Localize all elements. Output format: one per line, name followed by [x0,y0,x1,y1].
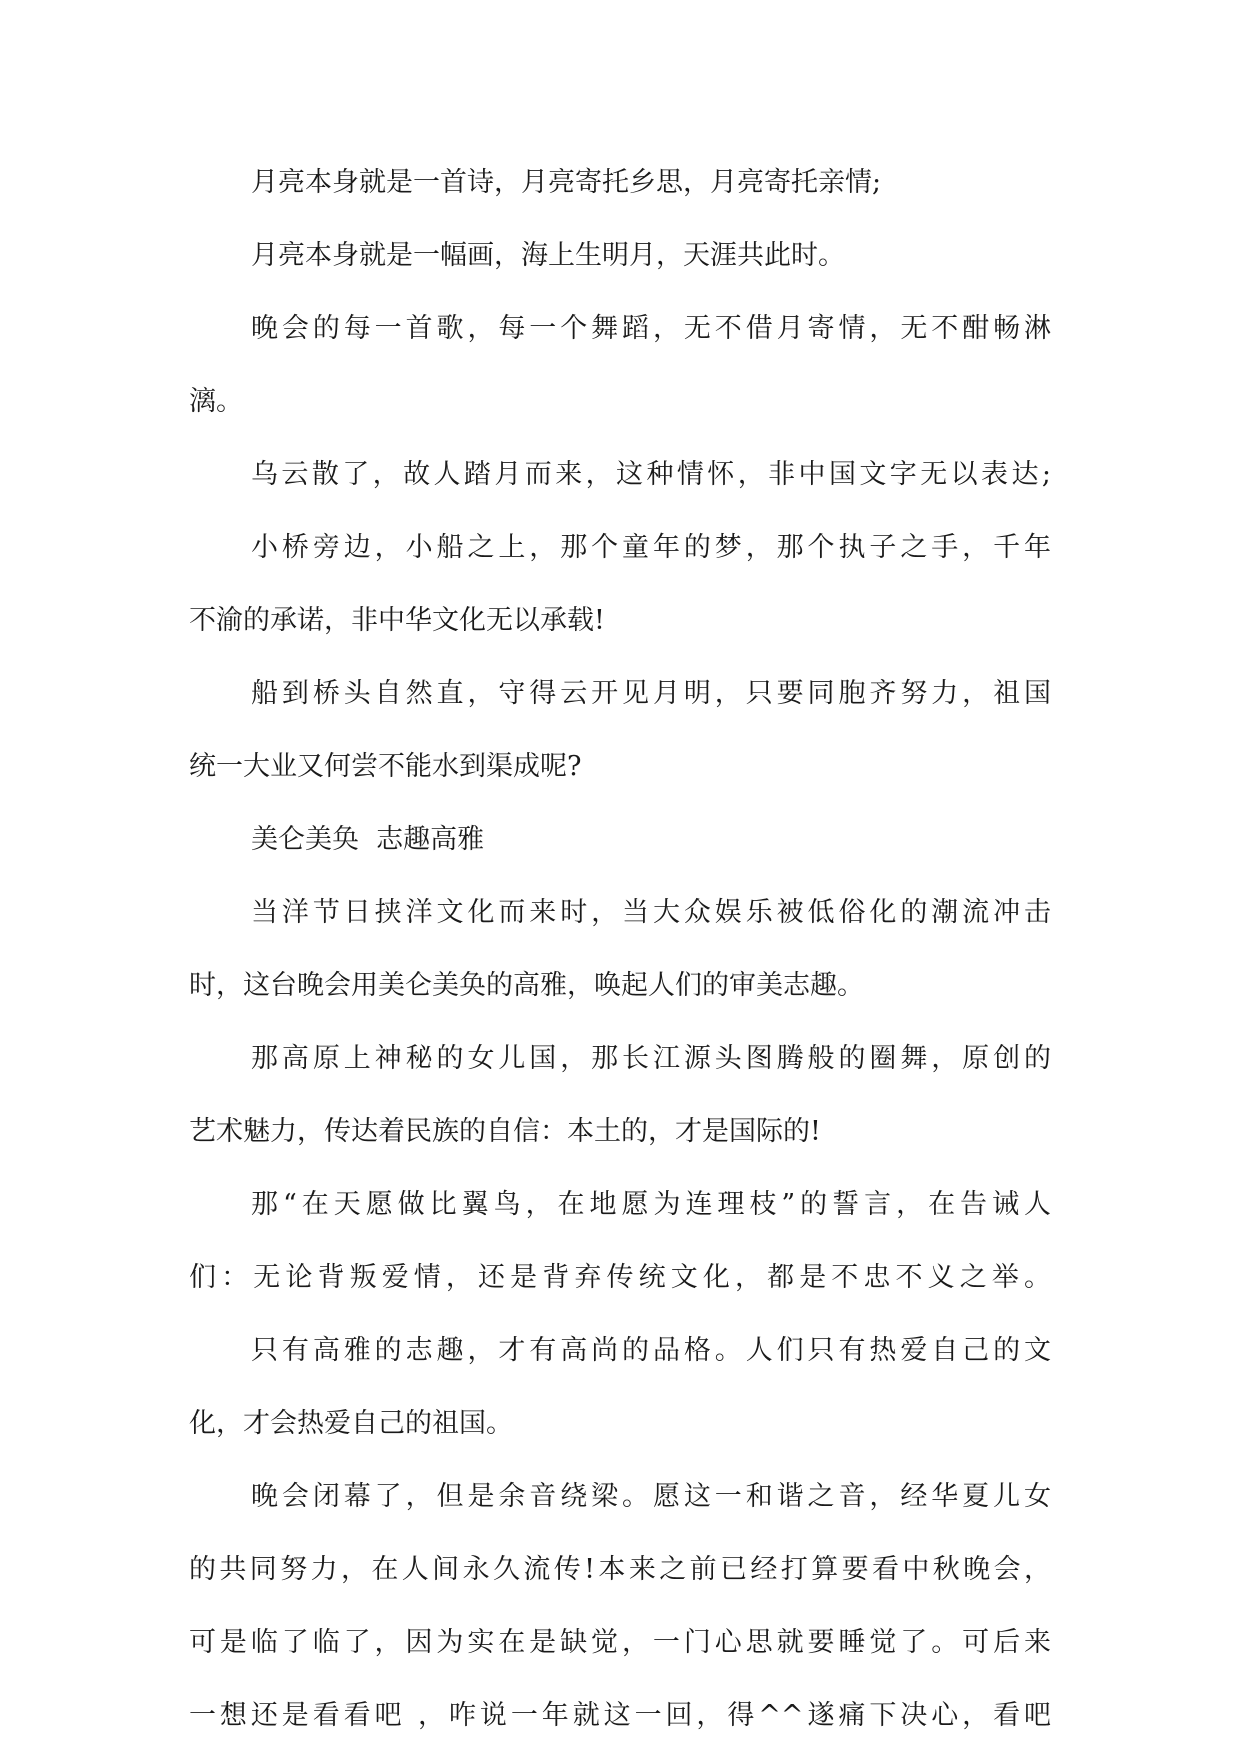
text-line: 那“在天愿做比翼鸟，在地愿为连理枝”的誓言，在告诫人 [251,1189,1051,1220]
text-line: 统一大业又何尝不能水到渠成呢? [189,751,582,782]
text-line: 当洋节日挟洋文化而来时，当大众娱乐被低俗化的潮流冲击 [251,897,1051,928]
text-line: 时，这台晚会用美仑美奂的高雅，唤起人们的审美志趣。 [189,970,864,1001]
text-line: 月亮本身就是一幅画，海上生明月，天涯共此时。 [251,240,845,271]
text-line: 乌云散了，故人踏月而来，这种情怀，非中国文字无以表达; [251,459,1051,490]
text-line: 那高原上神秘的女儿国，那长江源头图腾般的圈舞，原创的 [251,1043,1051,1074]
text-line: 可是临了临了，因为实在是缺觉，一门心思就要睡觉了。可后来 [189,1627,1051,1658]
text-line: 化，才会热爱自己的祖国。 [189,1408,513,1439]
text-line: 只有高雅的志趣，才有高尚的品格。人们只有热爱自己的文 [251,1335,1051,1366]
text-line: 月亮本身就是一首诗，月亮寄托乡思，月亮寄托亲情; [251,167,882,198]
text-line: 艺术魅力，传达着民族的自信：本土的，才是国际的! [189,1116,821,1147]
text-line: 们：无论背叛爱情，还是背弃传统文化，都是不忠不义之举。 [189,1262,1051,1293]
text-line: 不渝的承诺，非中华文化无以承载! [189,605,605,636]
section-heading: 美仑美奂 志趣高雅 [251,824,485,855]
text-line: 的共同努力，在人间永久流传!本来之前已经打算要看中秋晚会， [189,1554,1051,1585]
text-line: 晚会的每一首歌，每一个舞蹈，无不借月寄情，无不酣畅淋 [251,313,1051,344]
text-line: 小桥旁边，小船之上，那个童年的梦，那个执子之手，千年 [251,532,1051,563]
text-line: 漓。 [189,386,243,417]
text-line: 船到桥头自然直，守得云开见月明，只要同胞齐努力，祖国 [251,678,1051,709]
text-line: 晚会闭幕了，但是余音绕梁。愿这一和谐之音，经华夏儿女 [251,1481,1051,1512]
text-line: 一想还是看看吧 ，咋说一年就这一回，得^^遂痛下决心，看吧 [189,1700,1051,1731]
